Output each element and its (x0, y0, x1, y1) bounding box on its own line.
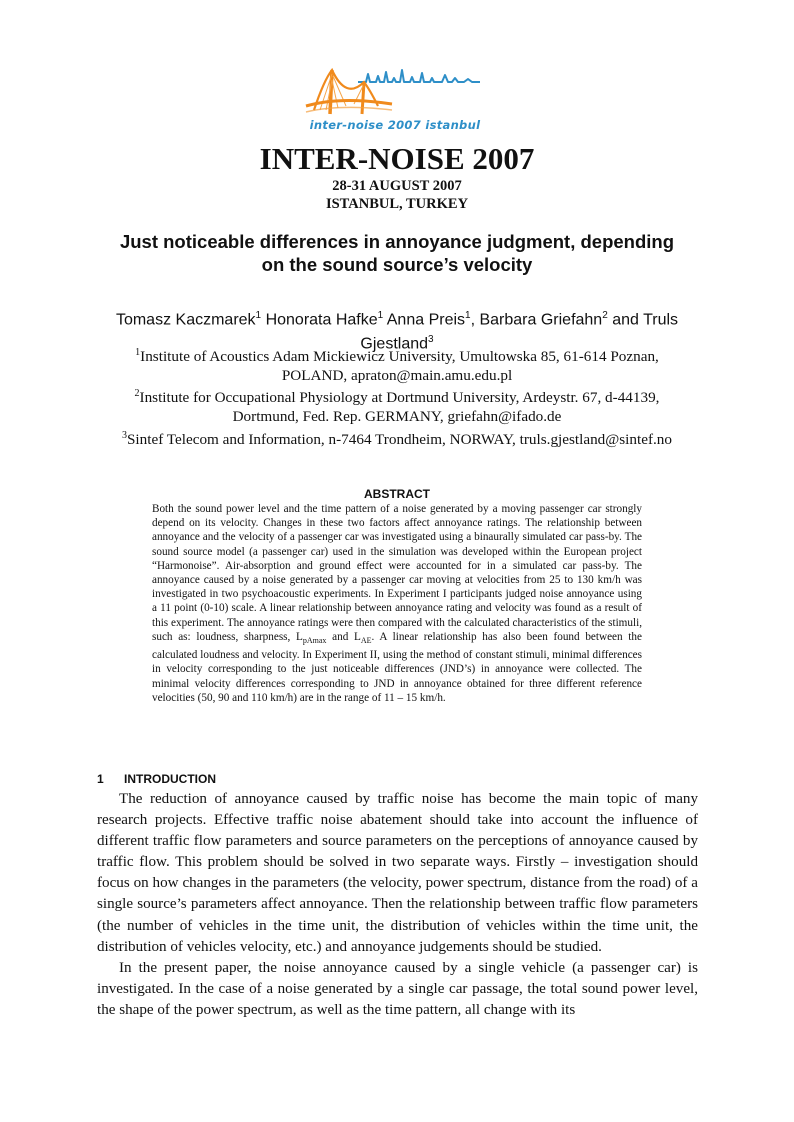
affiliation (110, 385, 684, 426)
author-separator: , (470, 311, 480, 329)
abstract-part-b: and L (326, 630, 361, 643)
conference-location: ISTANBUL, TURKEY (325, 196, 469, 212)
author-name: Barbara Griefahn (479, 311, 603, 329)
paper-title: Just noticeable differences in annoyance judgment, depending on the sound source’s velocity (119, 231, 675, 275)
author-affiliation-mark: 2 (602, 310, 608, 321)
section-body (97, 789, 698, 1021)
section-title: INTRODUCTION (124, 772, 216, 786)
affiliation-number: 1 (135, 347, 141, 358)
abstract-sub-pamax: pAmax (302, 636, 327, 646)
affiliation (110, 427, 684, 450)
author-affiliation-mark: 1 (255, 310, 262, 321)
author-affiliation-mark: 3 (428, 334, 434, 346)
body-paragraph: The reduction of annoyance caused by traffic noise has become the main topic of many research projects. Effective traffic noise abatement should take into account the influence of different traffic flow parameters and source parameters on the perceptions of annoyance caused by traffic flow. This problem should be solved in two separate ways. Firstly – investigation should focus on how changes in the parameters (the velocity, power spectrum, distance from the road) of a single source’s parameters affect annoyance. Then the relationship between traffic flow parameters (the number of vehicles in the time unit, the distribution of vehicles within the time unit, the distribution of vehicles velocity, etc.) and annoyance judgements should be studied. (97, 791, 698, 955)
author-name: Anna Preis (386, 311, 466, 329)
author-name: Tomasz Kaczmarek (115, 311, 256, 329)
affiliation-text: Institute of Acoustics Adam Mickiewicz University, Umultowska 85, 61-614 Poznan, POLAND, apraton@main.amu.edu.pl (140, 348, 659, 384)
conference-title: INTER-NOISE 2007 (259, 141, 535, 176)
abstract-part-c: . A linear relationship has also been found between the calculated loudness and velocity. In Experiment II, using the method of constant stimuli, minimal differences in velocity corresponding to the just noticeable differences (JND’s) in annoyance were collected. The minimal velocity differences corresponding to JND in annoyance obtained for three different reference velocities (50, 90 and 110 km/h) are in the range of 11 – 15 km/h. (152, 630, 642, 704)
author-name: Truls Gjestland (360, 311, 679, 353)
author-affiliation-mark: 1 (465, 310, 471, 321)
abstract-sub-ae: AE (360, 636, 372, 646)
abstract-text (152, 502, 642, 705)
abstract-heading: ABSTRACT (364, 487, 430, 501)
affiliation-number: 3 (121, 429, 127, 441)
affiliation-list (110, 344, 684, 450)
logo-text: inter-noise 2007 istanbul (309, 118, 481, 132)
author-affiliation-mark: 1 (377, 310, 384, 321)
affiliation (110, 344, 684, 385)
section-heading (97, 772, 697, 787)
conference-date: 28-31 AUGUST 2007 (332, 178, 462, 194)
affiliation-text: Sintef Telecom and Information, n-7464 Trondheim, NORWAY, truls.gjestland@sintef.no (126, 431, 672, 448)
body-paragraph: In the present paper, the noise annoyance caused by a single vehicle (a passenger car) is investigated. In the case of a noise generated by a single car passage, the total sound power level, the shape of the power spectrum, as well as the time pattern, all change with its (97, 959, 698, 1018)
bridge-logo-icon (300, 60, 490, 120)
author-separator: and (607, 311, 644, 329)
section-number: 1 (97, 772, 104, 786)
conference-logo (300, 60, 490, 138)
abstract-part-a: Both the sound power level and the time pattern of a noise generated by a moving passenger car strongly depend on its velocity. Changes in these two factors affect annoyance ratings. The relationship between annoyance and the velocity of a passenger car was investigated using a binaurally simulated car pass-by. The sound source model (a passenger car) used in the simulation was developed within the European project “Harmonoise”. Air-absorption and ground effect were accounted for in a simulated car pass-by. The annoyance caused by a noise generated by a passenger car moving at velocities from 25 to 130 km/h was investigated in two psychoacoustic experiments. In Experiment I participants judged noise annoyance using a 11 point (0-10) scale. A linear relationship between annoyance rating and velocity was found as a result of this experiment. The annoyance ratings were then compared with the calculated characteristics of the stimuli, such as: loudness, sharpness, L (152, 503, 642, 643)
affiliation-number: 2 (134, 388, 140, 400)
affiliation-text: Institute for Occupational Physiology at Dortmund University, Ardeystr. 67, d-44139, Dortmund, Fed. Rep. GERMANY, griefahn@ifado.de (139, 389, 660, 426)
author-name: Honorata Hafke (265, 311, 378, 329)
